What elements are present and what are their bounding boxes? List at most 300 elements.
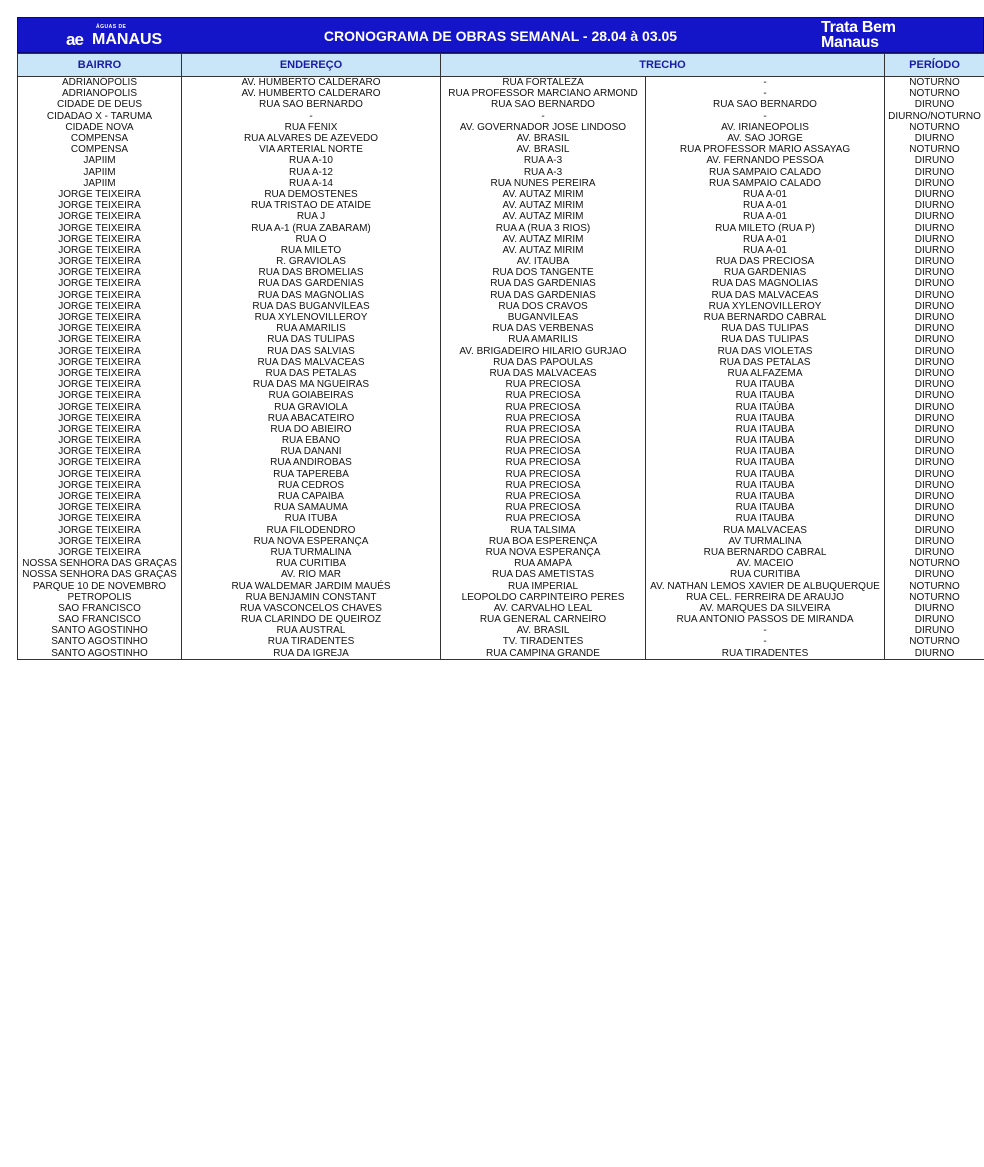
cell-trecho-to: - <box>646 77 885 89</box>
page-title: CRONOGRAMA DE OBRAS SEMANAL - 28.04 à 03.05 <box>323 28 678 44</box>
cell-endereco: VIA ARTERIAL NORTE <box>182 144 441 155</box>
cell-bairro: SANTO AGOSTINHO <box>18 636 182 647</box>
cell-periodo: DIRUNO <box>885 491 984 502</box>
cell-trecho-from: RUA DAS GARDÊNIAS <box>441 290 646 301</box>
table-row <box>18 357 984 368</box>
cell-trecho-to: RUA A-01 <box>646 234 885 245</box>
cell-endereco: RUA XYLENOVILLEROY <box>182 312 441 323</box>
table-row <box>18 435 984 446</box>
cell-endereco: RUA CEDROS <box>182 480 441 491</box>
cell-trecho-to: RUA PROFESSOR MÁRIO ASSAYAG <box>646 144 885 155</box>
cell-trecho-to: RUA CEL. FERREIRA DE ARAÚJO <box>646 592 885 603</box>
table-row <box>18 614 984 625</box>
cell-trecho-from: RUA PRECIOSA <box>441 424 646 435</box>
cell-periodo: DIRUNO <box>885 502 984 513</box>
cell-trecho-from: AV. BRASIL <box>441 625 646 636</box>
cell-trecho-to: AV. FERNANDO PESSOA <box>646 155 885 166</box>
cell-trecho-from: AV. BRASIL <box>441 144 646 155</box>
cell-bairro: JORGE TEIXEIRA <box>18 234 182 245</box>
table-row <box>18 290 984 301</box>
table-row <box>18 222 984 233</box>
cell-endereco: RUA AUSTRAL <box>182 625 441 636</box>
column-header-trecho: TRECHO <box>441 54 885 77</box>
cell-bairro: JORGE TEIXEIRA <box>18 256 182 267</box>
table-row <box>18 491 984 502</box>
cell-trecho-from: RUA PRECIOSA <box>441 435 646 446</box>
cell-endereco: RUA DANANI <box>182 446 441 457</box>
cell-trecho-from: RUA DAS AMETISTAS <box>441 569 646 580</box>
cell-periodo: DIURNO <box>885 200 984 211</box>
cell-periodo: DIURNO <box>885 222 984 233</box>
cell-trecho-to: RUA CURITIBA <box>646 569 885 580</box>
cell-trecho-to: RUA MILETO (RUA P) <box>646 222 885 233</box>
cell-trecho-to: RUA TIRADENTES <box>646 648 885 660</box>
table-row <box>18 346 984 357</box>
cell-trecho-to: AV TURMALINA <box>646 536 885 547</box>
cell-trecho-to: AV. MARQUES DA SILVEIRA <box>646 603 885 614</box>
cell-trecho-from: AV. AUTAZ MIRIM <box>441 189 646 200</box>
cell-endereco: RUA A-12 <box>182 167 441 178</box>
cell-trecho-to: RUA MALVÁCEAS <box>646 525 885 536</box>
table-row <box>18 88 984 99</box>
cell-periodo: DIURNO <box>885 234 984 245</box>
cell-endereco: RUA ÉBANO <box>182 435 441 446</box>
cell-trecho-to: RUA DAS TULIPAS <box>646 334 885 345</box>
cell-trecho-from: RUA NOVA ESPERANÇA <box>441 547 646 558</box>
cell-trecho-from: RUA PRECIOSA <box>441 446 646 457</box>
cell-bairro: JORGE TEIXEIRA <box>18 469 182 480</box>
table-row <box>18 469 984 480</box>
table-row <box>18 457 984 468</box>
cell-periodo: DIURNO <box>885 189 984 200</box>
table-row <box>18 122 984 133</box>
cell-endereco: RUA GOIABEIRAS <box>182 390 441 401</box>
cell-trecho-from: RUA AMAPÁ <box>441 558 646 569</box>
cell-trecho-to: RUA ITAÚBA <box>646 502 885 513</box>
cell-trecho-from: RUA DAS VERBENAS <box>441 323 646 334</box>
cell-trecho-from: RUA DAS PAPOULAS <box>441 357 646 368</box>
cell-endereco: RUA TURMALINA <box>182 547 441 558</box>
cell-bairro: JORGE TEIXEIRA <box>18 222 182 233</box>
cell-trecho-from: RUA FORTALEZA <box>441 77 646 89</box>
table-row <box>18 480 984 491</box>
cell-periodo: NOTURNO <box>885 88 984 99</box>
cell-endereco: RUA SÃO BERNARDO <box>182 99 441 110</box>
cell-endereco: RUA CURITIBA <box>182 558 441 569</box>
table-row <box>18 648 984 660</box>
table-row <box>18 368 984 379</box>
table-body <box>18 77 984 660</box>
logo-right-line2: Manaus <box>821 34 879 51</box>
cell-bairro: JORGE TEIXEIRA <box>18 200 182 211</box>
cell-trecho-from: TV. TIRADENTES <box>441 636 646 647</box>
cell-bairro: JORGE TEIXEIRA <box>18 457 182 468</box>
cell-bairro: JORGE TEIXEIRA <box>18 446 182 457</box>
cell-endereco: AV. RIO MAR <box>182 569 441 580</box>
cell-bairro: ADRIANÓPOLIS <box>18 88 182 99</box>
cell-trecho-to: RUA A-01 <box>646 245 885 256</box>
cell-endereco: RUA ALVARES DE AZEVEDO <box>182 133 441 144</box>
table-row <box>18 625 984 636</box>
cell-trecho-from: - <box>441 111 646 122</box>
cell-trecho-from: RUA PRECIOSA <box>441 502 646 513</box>
cell-trecho-to: - <box>646 111 885 122</box>
table-row <box>18 77 984 89</box>
cell-bairro: CIDADE DE DEUS <box>18 99 182 110</box>
cell-trecho-to: RUA DAS MAGNÓLIAS <box>646 278 885 289</box>
works-schedule-table <box>17 53 984 660</box>
cell-periodo: DIRUNO <box>885 446 984 457</box>
table-row <box>18 245 984 256</box>
cell-endereco: RUA DAS MALVÁCEAS <box>182 357 441 368</box>
cell-bairro: COMPENSA <box>18 144 182 155</box>
cell-endereco: RUA FILODENDRO <box>182 525 441 536</box>
header-banner <box>17 17 984 53</box>
cell-trecho-from: RUA PRECIOSA <box>441 390 646 401</box>
cell-periodo: DIRUNO <box>885 625 984 636</box>
cell-periodo: DIRUNO <box>885 536 984 547</box>
cell-periodo: DIRUNO <box>885 167 984 178</box>
table-row <box>18 636 984 647</box>
table-row <box>18 256 984 267</box>
cell-trecho-to: RUA DAS PÉTALAS <box>646 357 885 368</box>
table-row <box>18 603 984 614</box>
cell-trecho-from: RUA DOS TANGENTE <box>441 267 646 278</box>
cell-endereco: RUA DAS BROMÉLIAS <box>182 267 441 278</box>
cell-trecho-to: RUA A-01 <box>646 211 885 222</box>
cell-periodo: DIURNO <box>885 648 984 660</box>
logo-city-text: MANAUS <box>92 31 163 48</box>
table-row <box>18 390 984 401</box>
cell-periodo: DIRUNO <box>885 368 984 379</box>
table-row <box>18 267 984 278</box>
cell-trecho-from: RUA GENERAL CARNEIRO <box>441 614 646 625</box>
cell-endereco: RUA VASCONCELOS CHAVES <box>182 603 441 614</box>
cell-periodo: DIRUNO <box>885 290 984 301</box>
cell-trecho-to: AV. NATHAN LEMOS XAVIER DE ALBUQUERQUE <box>646 580 885 591</box>
cell-endereco: RUA A-10 <box>182 155 441 166</box>
cell-trecho-to: RUA DAS TULIPAS <box>646 323 885 334</box>
cell-endereco: RUA TRISTÃO DE ATAÍDE <box>182 200 441 211</box>
cell-bairro: JORGE TEIXEIRA <box>18 491 182 502</box>
cell-periodo: NOTURNO <box>885 592 984 603</box>
cell-periodo: NOTURNO <box>885 77 984 89</box>
cell-trecho-to: RUA DAS PRECIOSA <box>646 256 885 267</box>
cell-periodo: DIRUNO <box>885 301 984 312</box>
cell-trecho-to: RUA ITAÚBA <box>646 457 885 468</box>
cell-trecho-from: RUA A-3 <box>441 155 646 166</box>
cell-endereco: RUA TAPEREBÁ <box>182 469 441 480</box>
cell-endereco: RUA FÊNIX <box>182 122 441 133</box>
column-header-bairro: BAIRRO <box>18 54 182 77</box>
cell-trecho-to: RUA ITAÚBA <box>646 491 885 502</box>
cell-bairro: JORGE TEIXEIRA <box>18 334 182 345</box>
table-row <box>18 189 984 200</box>
cell-trecho-from: AV. BRASIL <box>441 133 646 144</box>
table-row <box>18 334 984 345</box>
table-row <box>18 144 984 155</box>
table-row <box>18 211 984 222</box>
column-header-periodo: PERÍODO <box>885 54 984 77</box>
cell-bairro: JORGE TEIXEIRA <box>18 547 182 558</box>
cell-periodo: DIRUNO <box>885 614 984 625</box>
cell-trecho-to: RUA ITAÚBA <box>646 446 885 457</box>
cell-endereco: RUA BENJAMIN CONSTANT <box>182 592 441 603</box>
cell-trecho-from: RUA PRECIOSA <box>441 457 646 468</box>
cell-periodo: DIRUNO <box>885 379 984 390</box>
cell-endereco: RUA DA IGREJA <box>182 648 441 660</box>
table-row <box>18 312 984 323</box>
table-row <box>18 278 984 289</box>
cell-periodo: DIRUNO <box>885 312 984 323</box>
cell-trecho-from: RUA CAMPINA GRANDE <box>441 648 646 660</box>
cell-trecho-to: RUA DAS MALVÁCEAS <box>646 290 885 301</box>
cell-trecho-from: BUGANVÍLEAS <box>441 312 646 323</box>
cell-bairro: SANTO AGOSTINHO <box>18 625 182 636</box>
cell-periodo: NOTURNO <box>885 558 984 569</box>
cell-bairro: JAPIIM <box>18 155 182 166</box>
cell-endereco: RUA DAS SÁLVIAS <box>182 346 441 357</box>
cell-periodo: DIRUNO <box>885 457 984 468</box>
cell-periodo: DIRUNO <box>885 267 984 278</box>
cell-trecho-from: AV. AUTAZ MIRIM <box>441 245 646 256</box>
logo-small-text: ÁGUAS DE <box>96 24 127 30</box>
cell-bairro: ADRIANÓPOLIS <box>18 77 182 89</box>
table-row <box>18 569 984 580</box>
cell-bairro: JORGE TEIXEIRA <box>18 312 182 323</box>
cell-endereco: RUA O <box>182 234 441 245</box>
cell-trecho-to: AV. IRIANEÓPOLIS <box>646 122 885 133</box>
cell-trecho-to: RUA A-01 <box>646 200 885 211</box>
cell-trecho-from: RUA A (RUA 3 RIOS) <box>441 222 646 233</box>
table-row <box>18 99 984 110</box>
table-row <box>18 133 984 144</box>
cell-trecho-to: - <box>646 88 885 99</box>
cell-periodo: DIRUNO <box>885 278 984 289</box>
table-row <box>18 536 984 547</box>
cell-periodo: DIURNO <box>885 245 984 256</box>
table-row <box>18 155 984 166</box>
trata-bem-manaus-logo <box>821 20 896 50</box>
cell-trecho-to: RUA ITAÚBA <box>646 401 885 412</box>
table-row <box>18 111 984 122</box>
cell-periodo: DIRUNO <box>885 513 984 524</box>
cell-endereco: RUA TIRADENTES <box>182 636 441 647</box>
cell-endereco: RUA DAS TULIPAS <box>182 334 441 345</box>
cell-trecho-to: RUA SAMPAIO CALADO <box>646 167 885 178</box>
cell-endereco: RUA DAS MAGNÓLIAS <box>182 290 441 301</box>
table-row <box>18 413 984 424</box>
cell-endereco: RUA ITUBA <box>182 513 441 524</box>
cell-bairro: SANTO AGOSTINHO <box>18 648 182 660</box>
cell-periodo: DIRUNO <box>885 155 984 166</box>
cell-trecho-from: AV. ITAÚBA <box>441 256 646 267</box>
cell-periodo: DIRUNO <box>885 334 984 345</box>
cell-bairro: JORGE TEIXEIRA <box>18 413 182 424</box>
cell-trecho-from: RUA PRECIOSA <box>441 401 646 412</box>
cell-periodo: DIRUNO <box>885 525 984 536</box>
cell-trecho-to: RUA SÃO BERNARDO <box>646 99 885 110</box>
cell-trecho-to: - <box>646 636 885 647</box>
cell-bairro: PETRÓPOLIS <box>18 592 182 603</box>
cell-endereco: RUA A-1 (RUA ZABARAM) <box>182 222 441 233</box>
cell-trecho-to: RUA ITAÚBA <box>646 424 885 435</box>
table-row <box>18 558 984 569</box>
column-header-endereco: ENDEREÇO <box>182 54 441 77</box>
table-row <box>18 502 984 513</box>
cell-periodo: DIRUNO <box>885 469 984 480</box>
cell-trecho-from: AV. AUTAZ MIRIM <box>441 211 646 222</box>
cell-trecho-to: - <box>646 625 885 636</box>
cell-trecho-to: RUA ANTÔNIO PASSOS DE MIRANDA <box>646 614 885 625</box>
cell-trecho-to: RUA A-01 <box>646 189 885 200</box>
cell-trecho-from: RUA A-3 <box>441 167 646 178</box>
cell-bairro: JORGE TEIXEIRA <box>18 301 182 312</box>
cell-periodo: DIRUNO <box>885 99 984 110</box>
cell-trecho-to: RUA XYLENOVILLEROY <box>646 301 885 312</box>
cell-trecho-from: AV. AUTAZ MIRIM <box>441 200 646 211</box>
table-row <box>18 379 984 390</box>
table-header-row <box>18 54 984 77</box>
cell-bairro: JORGE TEIXEIRA <box>18 379 182 390</box>
cell-trecho-to: RUA SAMPAIO CALADO <box>646 178 885 189</box>
cell-periodo: DIURNO/NOTURNO <box>885 111 984 122</box>
cell-bairro: JORGE TEIXEIRA <box>18 525 182 536</box>
cell-periodo: NOTURNO <box>885 144 984 155</box>
cell-trecho-to: AV. SÃO JORGE <box>646 133 885 144</box>
cell-trecho-from: RUA PRECIOSA <box>441 491 646 502</box>
cell-trecho-from: RUA PRECIOSA <box>441 513 646 524</box>
table-row <box>18 301 984 312</box>
cell-trecho-to: RUA ITAÚBA <box>646 469 885 480</box>
cell-bairro: SÃO FRANCISCO <box>18 614 182 625</box>
cell-trecho-to: RUA ITAÚBA <box>646 413 885 424</box>
cell-bairro: JORGE TEIXEIRA <box>18 278 182 289</box>
cell-trecho-to: RUA ITAÚBA <box>646 480 885 491</box>
cell-periodo: DIRUNO <box>885 547 984 558</box>
table-row <box>18 323 984 334</box>
cell-bairro: JORGE TEIXEIRA <box>18 189 182 200</box>
cell-trecho-to: RUA ITAÚBA <box>646 379 885 390</box>
cell-trecho-to: AV. MACEIÓ <box>646 558 885 569</box>
cell-bairro: JAPIIM <box>18 178 182 189</box>
cell-periodo: DIRUNO <box>885 401 984 412</box>
cell-trecho-from: RUA IMPERIAL <box>441 580 646 591</box>
cell-bairro: COMPENSA <box>18 133 182 144</box>
table-row <box>18 547 984 558</box>
cell-endereco: RUA GRAVIOLA <box>182 401 441 412</box>
cell-bairro: JAPIIM <box>18 167 182 178</box>
cell-endereco: R. GRAVIOLAS <box>182 256 441 267</box>
cell-endereco: RUA AMARÍLIS <box>182 323 441 334</box>
cell-trecho-to: RUA ITAÚBA <box>646 390 885 401</box>
cell-periodo: DIRUNO <box>885 256 984 267</box>
cell-periodo: DIRUNO <box>885 569 984 580</box>
cell-bairro: JORGE TEIXEIRA <box>18 513 182 524</box>
cell-endereco: AV. HUMBERTO CALDERARO <box>182 88 441 99</box>
cell-trecho-to: RUA DAS VIOLETAS <box>646 346 885 357</box>
cell-periodo: NOTURNO <box>885 580 984 591</box>
cell-bairro: JORGE TEIXEIRA <box>18 211 182 222</box>
table-row <box>18 234 984 245</box>
cell-trecho-from: AV. GOVERNADOR JOSÉ LINDOSO <box>441 122 646 133</box>
cell-trecho-from: RUA PRECIOSA <box>441 379 646 390</box>
table-row <box>18 592 984 603</box>
cell-endereco: RUA J <box>182 211 441 222</box>
cell-trecho-to: RUA GARDENIAS <box>646 267 885 278</box>
cell-endereco: RUA SAMAUMA <box>182 502 441 513</box>
cell-periodo: DIRUNO <box>885 346 984 357</box>
cell-bairro: JORGE TEIXEIRA <box>18 390 182 401</box>
cell-endereco: RUA DAS BUGANVÍLEAS <box>182 301 441 312</box>
table-row <box>18 580 984 591</box>
cell-endereco: RUA CLARINDO DE QUEIROZ <box>182 614 441 625</box>
cell-bairro: JORGE TEIXEIRA <box>18 290 182 301</box>
cell-trecho-from: RUA PROFESSOR MARCIANO ARMOND <box>441 88 646 99</box>
cell-periodo: DIRUNO <box>885 424 984 435</box>
table-row <box>18 525 984 536</box>
cell-bairro: JORGE TEIXEIRA <box>18 368 182 379</box>
logo-ae-mark: ae <box>66 30 83 49</box>
cell-endereco: RUA DAS GARDÊNIAS <box>182 278 441 289</box>
cell-trecho-from: RUA DAS GARDÊNIAS <box>441 278 646 289</box>
cell-trecho-from: RUA NUNES PEREIRA <box>441 178 646 189</box>
cell-periodo: DIRUNO <box>885 435 984 446</box>
cell-endereco: RUA DAS PÉTALAS <box>182 368 441 379</box>
cell-bairro: JORGE TEIXEIRA <box>18 435 182 446</box>
cell-periodo: DIURNO <box>885 603 984 614</box>
table-row <box>18 167 984 178</box>
table-row <box>18 178 984 189</box>
table-row <box>18 446 984 457</box>
cell-endereco: - <box>182 111 441 122</box>
cell-trecho-from: RUA BOA ESPERENÇA <box>441 536 646 547</box>
cell-trecho-to: RUA ITAÚBA <box>646 435 885 446</box>
cell-trecho-to: RUA BERNARDO CABRAL <box>646 312 885 323</box>
cell-trecho-from: RUA AMARÍLIS <box>441 334 646 345</box>
cell-bairro: JORGE TEIXEIRA <box>18 401 182 412</box>
cell-trecho-to: RUA BERNARDO CABRAL <box>646 547 885 558</box>
cell-trecho-from: RUA SÃO BERNARDO <box>441 99 646 110</box>
cell-endereco: RUA DAS MA NGUEIRAS <box>182 379 441 390</box>
table-row <box>18 424 984 435</box>
cell-bairro: JORGE TEIXEIRA <box>18 502 182 513</box>
cell-periodo: DIURNO <box>885 211 984 222</box>
cell-bairro: CIDADE NOVA <box>18 122 182 133</box>
table-row <box>18 200 984 211</box>
cell-periodo: DIRUNO <box>885 390 984 401</box>
cell-trecho-from: AV. AUTAZ MIRIM <box>441 234 646 245</box>
schedule-sheet <box>17 17 984 660</box>
cell-bairro: JORGE TEIXEIRA <box>18 346 182 357</box>
cell-trecho-from: RUA PRECIOSA <box>441 413 646 424</box>
cell-bairro: JORGE TEIXEIRA <box>18 267 182 278</box>
cell-endereco: RUA WALDEMAR JARDIM MAUÉS <box>182 580 441 591</box>
cell-bairro: JORGE TEIXEIRA <box>18 424 182 435</box>
cell-endereco: RUA CAPAÍBA <box>182 491 441 502</box>
table-row <box>18 401 984 412</box>
cell-trecho-from: RUA TALSIMA <box>441 525 646 536</box>
cell-trecho-to: RUA ALFAZEMA <box>646 368 885 379</box>
cell-periodo: DIURNO <box>885 133 984 144</box>
cell-bairro: JORGE TEIXEIRA <box>18 536 182 547</box>
cell-trecho-from: AV. CARVALHO LEAL <box>441 603 646 614</box>
cell-endereco: RUA ANDIROBAS <box>182 457 441 468</box>
table-row <box>18 513 984 524</box>
cell-bairro: JORGE TEIXEIRA <box>18 323 182 334</box>
cell-periodo: DIRUNO <box>885 323 984 334</box>
cell-bairro: NOSSA SENHORA DAS GRAÇAS <box>18 558 182 569</box>
